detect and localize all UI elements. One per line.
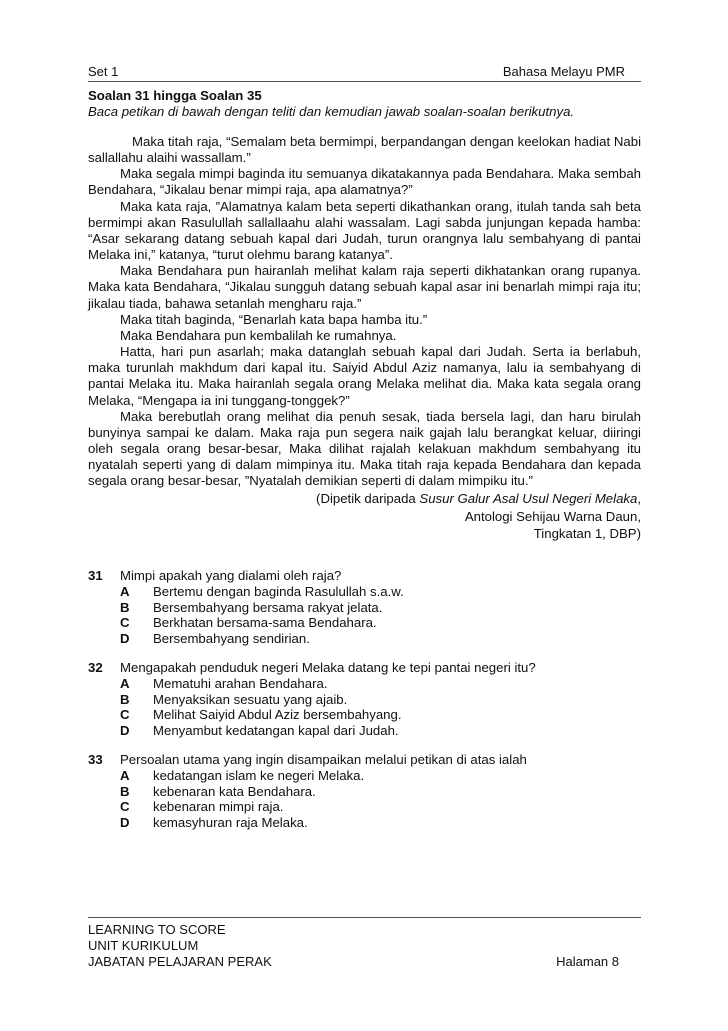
question-text: Mimpi apakah yang dialami oleh raja?: [120, 568, 342, 583]
option-text: Bersembahyang sendirian.: [153, 631, 310, 647]
page-number: Halaman 8: [556, 954, 619, 969]
question-text: Mengapakah penduduk negeri Melaka datang ke tepi pantai negeri itu?: [120, 659, 536, 675]
option-letter: D: [120, 815, 130, 831]
option-letter: B: [120, 599, 130, 615]
question-number: 32: [88, 659, 103, 675]
passage-paragraph: Maka Bendahara pun kembalilah ke rumahnya.: [120, 327, 397, 343]
option-b[interactable]: [88, 692, 641, 708]
page-footer: [88, 917, 641, 970]
option-text: kedatangan islam ke negeri Melaka.: [153, 767, 365, 783]
option-text: Melihat Saiyid Abdul Aziz bersembahyang.: [153, 707, 402, 723]
option-letter: D: [120, 723, 130, 739]
citation-line-2: Antologi Sehijau Warna Daun,: [464, 508, 641, 524]
question-33: [88, 752, 641, 831]
citation-title: Susur Galur Asal Usul Negeri Melaka: [419, 491, 638, 506]
option-letter: A: [120, 675, 130, 691]
option-c[interactable]: [88, 799, 641, 815]
instruction-text: Baca petikan di bawah dengan teliti dan kemudian jawab soalan-soalan berikutnya.: [88, 104, 575, 119]
option-letter: C: [120, 707, 130, 723]
citation-prefix: (Dipetik daripada: [316, 491, 420, 506]
option-b[interactable]: [88, 784, 641, 800]
option-text: Bertemu dengan baginda Rasulullah s.a.w.: [153, 583, 404, 599]
option-text: Berkhatan bersama-sama Bendahara.: [153, 615, 377, 631]
option-letter: C: [120, 799, 130, 815]
option-a[interactable]: [88, 676, 641, 692]
passage-paragraph: Maka Bendahara pun hairanlah melihat kalam raja seperti dikhatankan orang rupanya. Maka kata Bendahara, “Jikalau sungguh datang sebuah kapal asar ini benarlah mimpi raja itu; jikalau tiada, bahawa setanlah mengharu raja.”: [88, 263, 641, 311]
option-d[interactable]: [88, 631, 641, 647]
page-header: [88, 64, 641, 82]
option-text: Menyambut kedatangan kapal dari Judah.: [153, 723, 399, 739]
footer-line-1: LEARNING TO SCORE: [88, 922, 226, 937]
citation-line-1: [88, 490, 641, 508]
option-b[interactable]: [88, 600, 641, 616]
option-text: kebenaran kata Bendahara.: [153, 783, 316, 799]
footer-line-2: UNIT KURIKULUM: [88, 938, 199, 953]
citation: [88, 490, 641, 543]
section-title: Soalan 31 hingga Soalan 35: [88, 88, 262, 103]
passage-paragraph: Maka berebutlah orang melihat dia penuh sesak, tiada bersela lagi, dan haru birulah bunyinya sampai ke dalam. Maka raja pun segera naik gajah lalu berangkat keluar, diiringi oleh segala orang besar-besar, Maka dilihat rajalah kelakuan makhdum sembahyang itu nyatalah seperti yang di dalam mimpinya itu. Maka titah raja kepada Bendahara dan kepada segala orang besar-besar, ”Nyatalah demikian seperti di dalam mimpiku itu.”: [88, 408, 641, 489]
passage-paragraph: Hatta, hari pun asarlah; maka datanglah sebuah kapal dari Judah. Serta ia berlabuh, maka turunlah makhdum dari kapal itu. Saiyid Abdul Aziz namanya, lalu ia sembahyang di pantai Melaka itu. Maka hairanlah segala orang Melaka melihat dia. Maka kata segala orang Melaka, “Mengapa ia ini tunggang-tonggek?”: [88, 344, 641, 408]
option-text: Bersembahyang bersama rakyat jelata.: [153, 599, 383, 615]
option-text: Mematuhi arahan Bendahara.: [153, 675, 328, 691]
option-letter: A: [120, 767, 130, 783]
passage: [88, 134, 641, 489]
header-subject-label: Bahasa Melayu PMR: [502, 64, 625, 79]
passage-paragraph: Maka titah baginda, “Benarlah kata bapa hamba itu.”: [120, 311, 428, 327]
option-letter: B: [120, 783, 130, 799]
option-c[interactable]: [88, 707, 641, 723]
option-a[interactable]: [88, 584, 641, 600]
questions: [88, 568, 641, 844]
passage-paragraph: Maka kata raja, ”Alamatnya kalam beta seperti dikathankan orang, itulah tanda sah beta bermimpi akan Rasulullah sallallaahu alahi wassalam. Lagi sabda junjungan kepada hamba: “Asar sekarang datang sebuah kapal dari Judah, turun orangnya lalu sembahyang di pantai Melaka ini,” katanya, “turut olehmu barang katanya”.: [88, 198, 641, 263]
passage-paragraph: Maka segala mimpi baginda itu semuanya dikatakannya pada Bendahara. Maka sembah Bendahara, “Jikalau benar mimpi raja, apa alamatnya?”: [88, 166, 641, 198]
footer-line-3: JABATAN PELAJARAN PERAK: [88, 954, 272, 969]
citation-suffix: ,: [637, 491, 641, 506]
option-text: kemasyhuran raja Melaka.: [153, 815, 308, 831]
header-set-label: Set 1: [88, 64, 119, 79]
option-d[interactable]: [88, 815, 641, 831]
passage-paragraph: Maka titah raja, “Semalam beta bermimpi, berpandangan dengan keelokan hadiat Nabi sallallahu alaihi wassallam.”: [88, 134, 641, 166]
question-number: 33: [88, 751, 103, 767]
question-text: Persoalan utama yang ingin disampaikan melalui petikan di atas ialah: [120, 751, 527, 767]
option-letter: A: [120, 583, 130, 599]
question-number: 31: [88, 568, 103, 583]
question-31: [88, 568, 641, 647]
option-text: Menyaksikan sesuatu yang ajaib.: [153, 691, 348, 707]
option-a[interactable]: [88, 768, 641, 784]
question-32: [88, 660, 641, 739]
option-letter: B: [120, 691, 130, 707]
option-letter: C: [120, 615, 130, 631]
option-d[interactable]: [88, 723, 641, 739]
option-text: kebenaran mimpi raja.: [153, 799, 284, 815]
option-letter: D: [120, 631, 130, 647]
option-c[interactable]: [88, 615, 641, 631]
citation-line-3: Tingkatan 1, DBP): [533, 526, 641, 541]
